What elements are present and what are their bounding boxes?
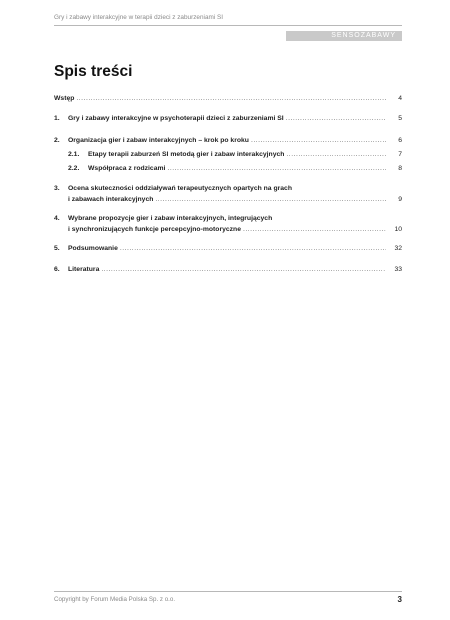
- toc-entry-label: Organizacja gier i zabaw interakcyjnych – krok po kroku: [68, 137, 249, 144]
- toc-entry-number: 1.: [54, 115, 60, 122]
- toc-entry-number: 2.1.: [68, 151, 80, 158]
- page-number: 3: [397, 595, 402, 604]
- toc-page-number: 7: [398, 151, 402, 158]
- brand-band: [286, 31, 402, 41]
- header-divider: [54, 25, 402, 26]
- toc-page-number: 32: [394, 245, 402, 252]
- brand-label: SENSOZABAWY: [331, 32, 396, 39]
- toc-entry-3[interactable]: [54, 185, 402, 207]
- toc-entry-6[interactable]: [54, 266, 402, 276]
- toc-entry-number: 2.2.: [68, 165, 80, 172]
- toc-leader-dots: [251, 137, 386, 144]
- toc-entry-label: i zabawach interakcyjnych: [68, 196, 154, 203]
- toc-entry-5[interactable]: [54, 245, 402, 255]
- toc-leader-dots: [76, 95, 386, 102]
- toc-page-number: 4: [398, 95, 402, 102]
- toc-entry-label: Współpraca z rodzicami: [88, 165, 166, 172]
- footer-divider: [54, 591, 402, 592]
- toc-entry-label: Wstęp: [54, 95, 75, 102]
- toc-entry-4[interactable]: [54, 215, 402, 237]
- toc-entry-2-1[interactable]: [68, 151, 402, 161]
- toc-leader-dots: [243, 226, 386, 233]
- toc-leader-dots: [286, 115, 386, 122]
- toc-entry-number: 6.: [54, 266, 60, 273]
- toc-entry-wstep[interactable]: [54, 95, 402, 105]
- toc-entry-number: 4.: [54, 215, 60, 222]
- toc-page-number: 5: [398, 115, 402, 122]
- page-title: Spis treści: [54, 63, 133, 80]
- toc-entry-number: 2.: [54, 137, 60, 144]
- toc-entry-label: Podsumowanie: [68, 245, 118, 252]
- toc-entry-2[interactable]: [54, 137, 402, 147]
- toc-entry-number: 5.: [54, 245, 60, 252]
- toc-page-number: 33: [394, 266, 402, 273]
- toc-entry-2-2[interactable]: [68, 165, 402, 175]
- toc-page-number: 10: [394, 226, 402, 233]
- toc-entry-1[interactable]: [54, 115, 402, 125]
- toc-entry-label-line1: Wybrane propozycje gier i zabaw interakcyjnych, integrujących: [68, 215, 273, 222]
- toc-leader-dots: [286, 151, 386, 158]
- copyright-text: Copyright by Forum Media Polska Sp. z o.o.: [54, 596, 176, 603]
- toc-page-number: 9: [398, 196, 402, 203]
- toc-entry-label: Etapy terapii zaburzeń SI metodą gier i zabaw interakcyjnych: [88, 151, 285, 158]
- toc-entry-label-line1: Ocena skuteczności oddziaływań terapeutycznych opartych na grach: [68, 185, 292, 192]
- toc-entry-number: 3.: [54, 185, 60, 192]
- toc-entry-label: Literatura: [68, 266, 100, 273]
- toc-leader-dots: [101, 266, 386, 273]
- toc-entry-label: Gry i zabawy interakcyjne w psychoterapii dzieci z zaburzeniami SI: [68, 115, 284, 122]
- toc-page-number: 8: [398, 165, 402, 172]
- toc-leader-dots: [120, 245, 386, 252]
- toc-page-number: 6: [398, 137, 402, 144]
- toc-entry-label: i synchronizujących funkcje percepcyjno-motoryczne: [68, 226, 241, 233]
- toc-leader-dots: [167, 165, 386, 172]
- running-title: Gry i zabawy interakcyjne w terapii dzieci z zaburzeniami SI: [54, 14, 224, 21]
- toc-leader-dots: [155, 196, 386, 203]
